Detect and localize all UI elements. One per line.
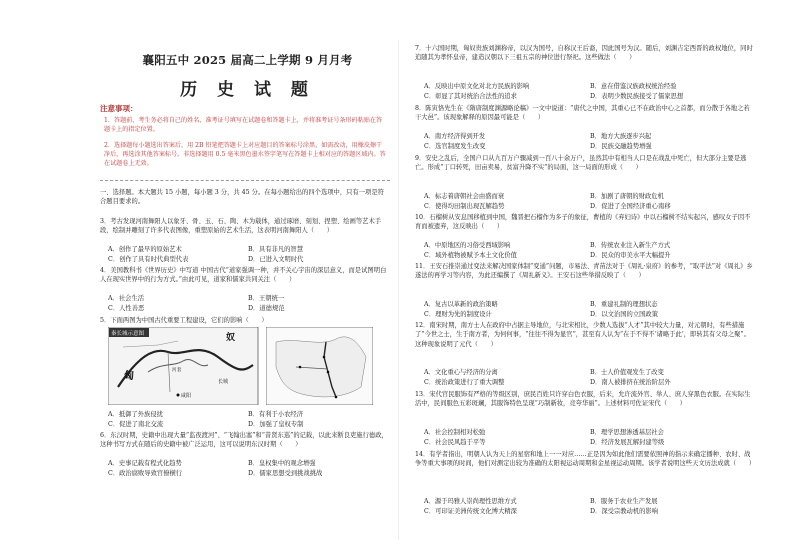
question-12-option-c[interactable]: C．统治政策进行了重大调整 [424,379,505,386]
question-8-option-d[interactable]: D．民族交融趋势增强 [590,143,652,150]
question-5-stem: 5．下面两图为中国古代重要工程建设，它们的影响（ ） [100,317,268,324]
question-11-option-d[interactable]: D．以文治国的立国政策 [590,311,659,318]
question-8-stem: 8．陈寅恪先生在《隋唐制度渊源略论稿》一文中说道：“唐代之中国，其重心已不在政治中心之首都，而分散于各地之若干大邑”。该现象解释的原因最可能是（ ） [415,105,750,122]
map1-label-tao: 套 [177,368,182,373]
question-7-option-c[interactable]: C．彰显了其对统治合法性的追求 [424,93,517,100]
question-6-option-d[interactable]: D．儒家思想受到挑战挑战 [248,470,323,477]
question-8-option-c[interactable]: C．选官制度发生改变 [424,143,486,150]
question-14-option-d[interactable]: D．深受宗教动机的影响 [590,508,659,515]
question-14-stem: 14．有学者指出，明朝人认为天上的星宿和地上一一对应……正是因为如此他们需要依照神的指示来确定播种、农时、战争等重大事项的时间，他们对测定出较为准确的太阳视运动周期和金星视运动周期。该学者说明这些天文历法成就（ ） [415,451,756,468]
question-3-option-b[interactable]: B．具有非凡的智慧 [248,246,304,253]
question-9-option-d[interactable]: D．促进了全国经济重心南移 [590,203,671,210]
map1-title: 秦长城示意图 [111,331,145,337]
question-12-option-d[interactable]: D．南人被排挤在统治阶层外 [590,379,671,386]
exam-title: 襄阳五中 2025 届高二上学期 9 月月考 [142,53,353,67]
question-8-option-a[interactable]: A．南方经济得到开发 [424,133,486,140]
question-4-option-d[interactable]: D．道德规范 [248,305,285,312]
question-6-option-b[interactable]: B．皇权集中的观念增强 [248,460,316,467]
question-5-option-d[interactable]: D．加强了皇权专制 [248,421,304,428]
question-4-option-a[interactable]: A．社会生活 [108,295,145,302]
question-5-maps [108,327,373,405]
question-11-option-a[interactable]: A．复古以革新的政治策略 [424,301,498,308]
question-12-stem: 12．南宋时期，南方士人在政府中占据主导地位，与北宋相比，少数人选拔“人才”其中较大力量，对元朝时，有些措施了“今世之士，生于南方者，为何何事，“往往不得为显官”，甚至有人认为“在于不得不‘诸略于此’，即转其有父母之聚”。这种现象说明了元代（ ） [415,322,750,348]
question-5-option-c[interactable]: C．促进了南北交流 [108,421,164,428]
question-11-option-b[interactable]: B．重建礼制的理想状态 [590,301,658,308]
canal-map [266,327,373,405]
question-13-option-b[interactable]: B．理学思想渗透基层社会 [590,429,664,436]
question-7-option-a[interactable]: A．反映出中原文化对北方民族的影响 [424,83,530,90]
question-3-option-d[interactable]: D．已进入文明时代 [248,256,304,263]
question-10-option-b[interactable]: B．传统农业注入新生产方式 [590,242,671,249]
map1-label-changcheng: 长城 [218,379,229,385]
question-13-stem: 13．宋代官民服饰有严格的等级区别，庶民百姓只许穿白色衣服，后来，允许流外官、举人、庶人穿黑色衣服。在实际生活中，民间服色五彩斑斓，其服饰特色呈现“巧制新妆，竞夸华丽”。上述材料可佐证宋代（ ） [415,391,751,408]
question-7-option-b[interactable]: B．意在借鉴汉族政权统治经验 [590,83,677,90]
question-13-option-a[interactable]: A．社会控制相对松弛 [424,429,486,436]
note-item-2: 2．选择题每小题选出答案后，用 2B 铅笔把答题卡上对应题目的答案标号涂黑，如需改动，用橡皮擦干净后，再选涂其他答案标号。非选择题用 0.5 毫米黑色墨水签字笔写在答题卡上相对应的答题区域内。答在试题卷上无效。 [104,142,386,168]
question-6-option-c[interactable]: C．政治腐败导致官僚横行 [108,470,183,477]
notes-heading: 注意事项： [100,104,138,113]
question-14-option-b[interactable]: B．服务于农业生产发展 [590,498,658,505]
question-14-option-c[interactable]: C．可印证美洲传统文化博大精深 [424,508,517,515]
map1-label-xiong: 匈 [124,371,134,382]
question-8-option-b[interactable]: B．地方大族逐步兴起 [590,133,652,140]
note-item-1: 1．答题前，考生务必将自己的姓名、准考证号填写在试题卷和答题卡上，并将准考证号条形码粘贴在答题卡上的指定位置。 [104,117,383,134]
question-4-option-b[interactable]: B．王朝统一 [248,295,285,302]
question-13-option-d[interactable]: D．经济发展瓦解封建等级 [590,439,665,446]
question-11-stem: 11．王安石推崇通过变法来解决国家体制“变通”问题，市易法、青苗法对于《周礼·泉府》的参考，“取平法”对《周礼》乡遂法的再学习等内容，为此还编撰了《周礼新义》。王安石这些举措反映了（ ） [415,263,753,280]
question-6-stem: 6．东汉时期，史籍中出现大量“监夜渡河”、“飞翰出塞”和“昔贤东巡”的记载，以此来断良吏施行德政，这种书写方式在随后的史籍中被广泛运用，这可以说明东汉时期（ ） [100,432,388,449]
question-6-option-a[interactable]: A．史事记载有程式化趋势 [108,460,182,467]
question-12-option-b[interactable]: B．士人价值观发生了改变 [590,369,664,376]
question-3-stem: 3．考古发现河南舞阳人以象牙、骨、玉、石、陶、木为载体，通过琢磨、刻划、捏塑、绘画等艺术手段，绘制并雕刻了许多代表图像，重塑原始的艺术生活，这表明河南舞阳人（ ） [100,218,382,235]
question-7-option-d[interactable]: D．表明少数民族接受了儒家思想 [590,93,684,100]
question-10-stem: 10．石榴树从安息国移植到中国，魏晋把石榴作为多子的象征，曹植的《弃妇诗》中以石榴树不结实起兴，感叹女子因不育而被遗弃，这反映出（ ） [415,214,751,231]
question-9-option-a[interactable]: A．标志着唐朝社会由盛而衰 [424,193,505,200]
question-9-option-c[interactable]: C．使得均田制出现瓦解趋势 [424,203,505,210]
question-10-option-d[interactable]: D．民众的审美水平大幅提升 [590,252,671,259]
question-10-option-a[interactable]: A．中原地区的习俗受西域影响 [424,242,511,249]
question-11-option-c[interactable]: C．理财为先的制度设计 [424,311,492,318]
map1-label-xianyang: 咸阳 [181,393,192,399]
question-13-option-c[interactable]: C．社会民风趋于平等 [424,439,486,446]
map1-label-nu: 奴 [226,333,236,343]
question-7-stem: 7．十六国时期，匈奴贵族刘渊称帝，以汉为国号，自称汉王后裔，因此国号为汉。随后，刘渊吉定西晋的政权地位，同时追随其为孝怀皇帝，建造汉朝以下三祖五宗的神位进行祭祀。这些做法（ ） [415,45,753,62]
question-14-option-a[interactable]: A．源于玛雅人崇尚理性思维方式 [424,498,517,505]
question-5-option-b[interactable]: B．有利于小农经济 [248,411,304,418]
question-12-option-a[interactable]: A．文化重心与经济的分离 [424,369,498,376]
notes-divider [100,180,390,181]
subject-title: 历 史 试 题 [180,80,315,100]
column-divider [398,40,399,540]
question-10-option-c[interactable]: C．域外植物被赋予本土文化价值 [424,252,517,259]
question-9-option-b[interactable]: B．加剧了唐朝的财政危机 [590,193,664,200]
question-9-stem: 9．安史之乱后，全国户口从九百万户骤减到一百八十余万户，虽然其中有相当人口是在战乱中死亡，但大部分主要是逃亡。形成“丁口转死，田亩卖易，贫富升降不实”的局面，这一局面的形成（ ） [415,155,747,172]
question-3-option-a[interactable]: A．创作了最早的原始艺术 [108,246,182,253]
question-5-option-a[interactable]: A．抵御了外族侵扰 [108,411,163,418]
question-3-option-c[interactable]: C．创作了具有时代典型代表 [108,256,189,263]
section-instruction: 一、选择题。本大题共 15 小题，每小题 3 分，共 45 分。在每小题给出的四个选项中，只有一项是符合题目要求的。 [100,189,384,206]
question-4-option-c[interactable]: C．人性善恶 [108,305,145,312]
map1-label-he: 河 [172,368,177,373]
question-4-stem: 4．美国教科书《世界历史》中写道 中国古代“道家强调一种，并不关心宇宙的深层意义，而是试图明白人在现实世界中的行为方式。”由此可见，道家和儒家共同关注（ ） [100,267,387,284]
